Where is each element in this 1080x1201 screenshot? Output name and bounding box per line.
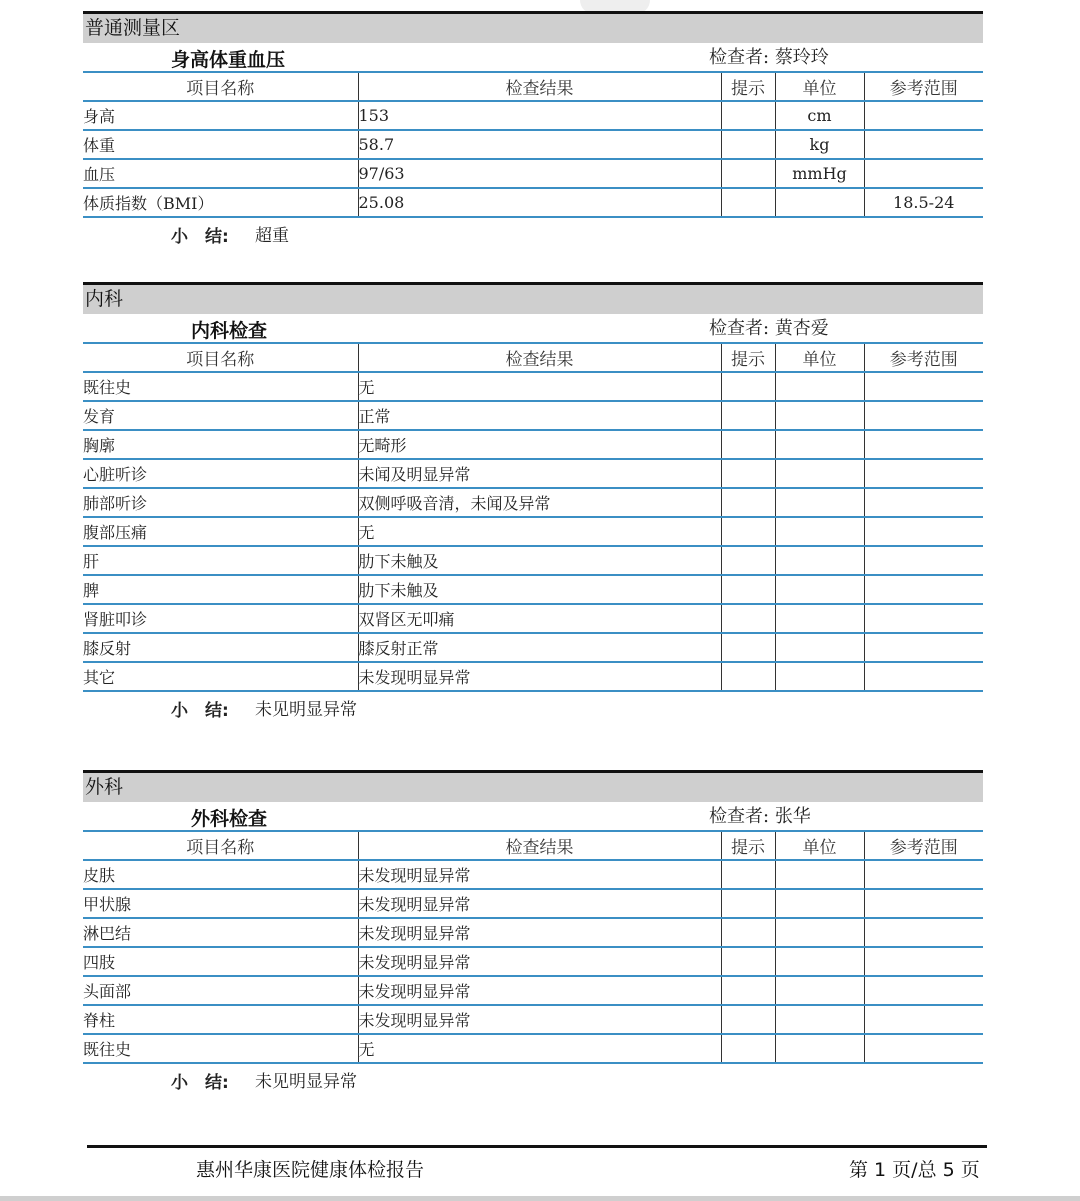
item-unit [775, 860, 864, 889]
column-header: 单位 [775, 831, 864, 860]
item-range [864, 662, 983, 691]
item-name: 既往史 [83, 1034, 358, 1063]
summary-label: 小 结: [171, 1073, 229, 1093]
section-general-measurement [83, 11, 983, 248]
section-surgery [83, 770, 983, 1094]
item-range [864, 372, 983, 401]
item-hint [721, 918, 775, 947]
item-name: 膝反射 [83, 633, 358, 662]
item-name: 肺部听诊 [83, 488, 358, 517]
subtitle-row [83, 314, 983, 342]
table-row [83, 860, 983, 889]
item-hint [721, 488, 775, 517]
item-result: 153 [358, 101, 721, 130]
item-hint [721, 889, 775, 918]
item-result: 肋下未触及 [358, 546, 721, 575]
item-result: 25.08 [358, 188, 721, 217]
item-result: 无 [358, 372, 721, 401]
section-subtitle: 内科检查 [191, 320, 268, 342]
item-range [864, 1034, 983, 1063]
item-unit [775, 488, 864, 517]
item-range [864, 488, 983, 517]
results-table [83, 71, 983, 218]
item-result: 未发现明显异常 [358, 860, 721, 889]
table-row [83, 633, 983, 662]
item-unit [775, 188, 864, 217]
item-unit [775, 401, 864, 430]
table-row [83, 662, 983, 691]
item-name: 皮肤 [83, 860, 358, 889]
table-row [83, 130, 983, 159]
item-hint [721, 517, 775, 546]
item-unit [775, 459, 864, 488]
column-header: 项目名称 [83, 831, 358, 860]
inspector-name: 张华 [774, 806, 811, 827]
item-hint [721, 159, 775, 188]
item-range [864, 101, 983, 130]
table-row [83, 947, 983, 976]
table-row [83, 188, 983, 217]
inspector-label: 检查者: [709, 318, 770, 339]
item-result: 未闻及明显异常 [358, 459, 721, 488]
table-row [83, 401, 983, 430]
table-row [83, 517, 983, 546]
table-header-row [83, 343, 983, 372]
item-range [864, 976, 983, 1005]
item-hint [721, 604, 775, 633]
column-header: 单位 [775, 72, 864, 101]
item-result: 未发现明显异常 [358, 662, 721, 691]
section-header: 外科 [83, 770, 983, 802]
column-header: 提示 [721, 343, 775, 372]
summary-label: 小 结: [171, 227, 229, 247]
item-unit [775, 662, 864, 691]
summary-value: 未见明显异常 [255, 1072, 357, 1092]
results-table [83, 830, 983, 1064]
item-result: 无畸形 [358, 430, 721, 459]
item-name: 脊柱 [83, 1005, 358, 1034]
section-header: 普通测量区 [83, 11, 983, 43]
item-range [864, 517, 983, 546]
item-unit [775, 372, 864, 401]
item-unit: cm [775, 101, 864, 130]
item-range [864, 159, 983, 188]
table-row [83, 575, 983, 604]
item-name: 心脏听诊 [83, 459, 358, 488]
item-range [864, 401, 983, 430]
item-hint [721, 372, 775, 401]
item-result: 无 [358, 517, 721, 546]
table-row [83, 430, 983, 459]
item-name: 其它 [83, 662, 358, 691]
item-result: 97/63 [358, 159, 721, 188]
item-range [864, 918, 983, 947]
inspector-name: 黄杏爱 [774, 318, 829, 339]
column-header: 提示 [721, 831, 775, 860]
column-header: 检查结果 [358, 343, 721, 372]
item-hint [721, 188, 775, 217]
item-hint [721, 860, 775, 889]
inspector-label: 检查者: [709, 47, 770, 68]
item-name: 腹部压痛 [83, 517, 358, 546]
item-result: 膝反射正常 [358, 633, 721, 662]
item-name: 胸廓 [83, 430, 358, 459]
item-unit [775, 575, 864, 604]
item-range [864, 546, 983, 575]
item-range [864, 130, 983, 159]
item-unit [775, 918, 864, 947]
item-range [864, 604, 983, 633]
table-row [83, 1034, 983, 1063]
item-range [864, 633, 983, 662]
item-name: 身高 [83, 101, 358, 130]
summary-label: 小 结: [171, 701, 229, 721]
item-unit [775, 889, 864, 918]
item-unit: kg [775, 130, 864, 159]
item-hint [721, 1034, 775, 1063]
column-header: 检查结果 [358, 72, 721, 101]
inspector [709, 802, 811, 828]
report-title: 惠州华康医院健康体检报告 [196, 1159, 425, 1181]
table-row [83, 101, 983, 130]
item-result: 无 [358, 1034, 721, 1063]
item-result: 双肾区无叩痛 [358, 604, 721, 633]
item-unit [775, 1005, 864, 1034]
section-subtitle: 身高体重血压 [171, 49, 286, 71]
inspector-label: 检查者: [709, 806, 770, 827]
column-header: 参考范围 [864, 72, 983, 101]
item-hint [721, 430, 775, 459]
inspector [709, 43, 829, 69]
column-header: 参考范围 [864, 831, 983, 860]
item-name: 既往史 [83, 372, 358, 401]
item-result: 未发现明显异常 [358, 1005, 721, 1034]
section-header: 内科 [83, 282, 983, 314]
summary-value: 超重 [255, 226, 289, 246]
table-row [83, 372, 983, 401]
inspector-name: 蔡玲玲 [774, 47, 829, 68]
item-result: 未发现明显异常 [358, 976, 721, 1005]
results-table [83, 342, 983, 692]
summary [83, 1064, 983, 1094]
item-hint [721, 401, 775, 430]
item-name: 体质指数（BMI） [83, 188, 358, 217]
item-unit [775, 517, 864, 546]
item-hint [721, 633, 775, 662]
item-unit [775, 947, 864, 976]
table-row [83, 889, 983, 918]
item-unit [775, 976, 864, 1005]
item-result: 未发现明显异常 [358, 889, 721, 918]
table-row [83, 159, 983, 188]
column-header: 检查结果 [358, 831, 721, 860]
table-row [83, 604, 983, 633]
item-unit: mmHg [775, 159, 864, 188]
item-range [864, 459, 983, 488]
item-result: 未发现明显异常 [358, 947, 721, 976]
item-name: 肝 [83, 546, 358, 575]
table-row [83, 976, 983, 1005]
summary-value: 未见明显异常 [255, 700, 357, 720]
page-edge [0, 1196, 1080, 1201]
item-hint [721, 101, 775, 130]
item-hint [721, 947, 775, 976]
footer-divider [87, 1145, 987, 1148]
item-unit [775, 546, 864, 575]
column-header: 参考范围 [864, 343, 983, 372]
item-unit [775, 1034, 864, 1063]
item-result: 双侧呼吸音清，未闻及异常 [358, 488, 721, 517]
item-range: 18.5-24 [864, 188, 983, 217]
item-result: 未发现明显异常 [358, 918, 721, 947]
item-hint [721, 1005, 775, 1034]
item-name: 发育 [83, 401, 358, 430]
item-name: 血压 [83, 159, 358, 188]
item-unit [775, 430, 864, 459]
item-range [864, 860, 983, 889]
item-name: 体重 [83, 130, 358, 159]
summary [83, 692, 983, 722]
item-result: 58.7 [358, 130, 721, 159]
item-hint [721, 976, 775, 1005]
item-unit [775, 633, 864, 662]
section-internal-medicine [83, 282, 983, 722]
item-hint [721, 459, 775, 488]
table-row [83, 459, 983, 488]
section-subtitle: 外科检查 [191, 808, 268, 830]
item-hint [721, 662, 775, 691]
table-row [83, 918, 983, 947]
page-indicator: 第 1 页/总 5 页 [849, 1159, 980, 1181]
item-hint [721, 575, 775, 604]
item-name: 头面部 [83, 976, 358, 1005]
item-hint [721, 130, 775, 159]
summary [83, 218, 983, 248]
table-header-row [83, 831, 983, 860]
column-header: 项目名称 [83, 72, 358, 101]
table-header-row [83, 72, 983, 101]
table-row [83, 1005, 983, 1034]
subtitle-row [83, 43, 983, 71]
item-name: 四肢 [83, 947, 358, 976]
item-name: 淋巴结 [83, 918, 358, 947]
item-range [864, 889, 983, 918]
item-range [864, 430, 983, 459]
table-row [83, 546, 983, 575]
subtitle-row [83, 802, 983, 830]
item-range [864, 575, 983, 604]
column-header: 单位 [775, 343, 864, 372]
item-name: 脾 [83, 575, 358, 604]
item-range [864, 947, 983, 976]
item-unit [775, 604, 864, 633]
item-hint [721, 546, 775, 575]
item-name: 肾脏叩诊 [83, 604, 358, 633]
item-result: 肋下未触及 [358, 575, 721, 604]
column-header: 项目名称 [83, 343, 358, 372]
item-range [864, 1005, 983, 1034]
inspector [709, 314, 829, 340]
table-row [83, 488, 983, 517]
item-result: 正常 [358, 401, 721, 430]
item-name: 甲状腺 [83, 889, 358, 918]
column-header: 提示 [721, 72, 775, 101]
